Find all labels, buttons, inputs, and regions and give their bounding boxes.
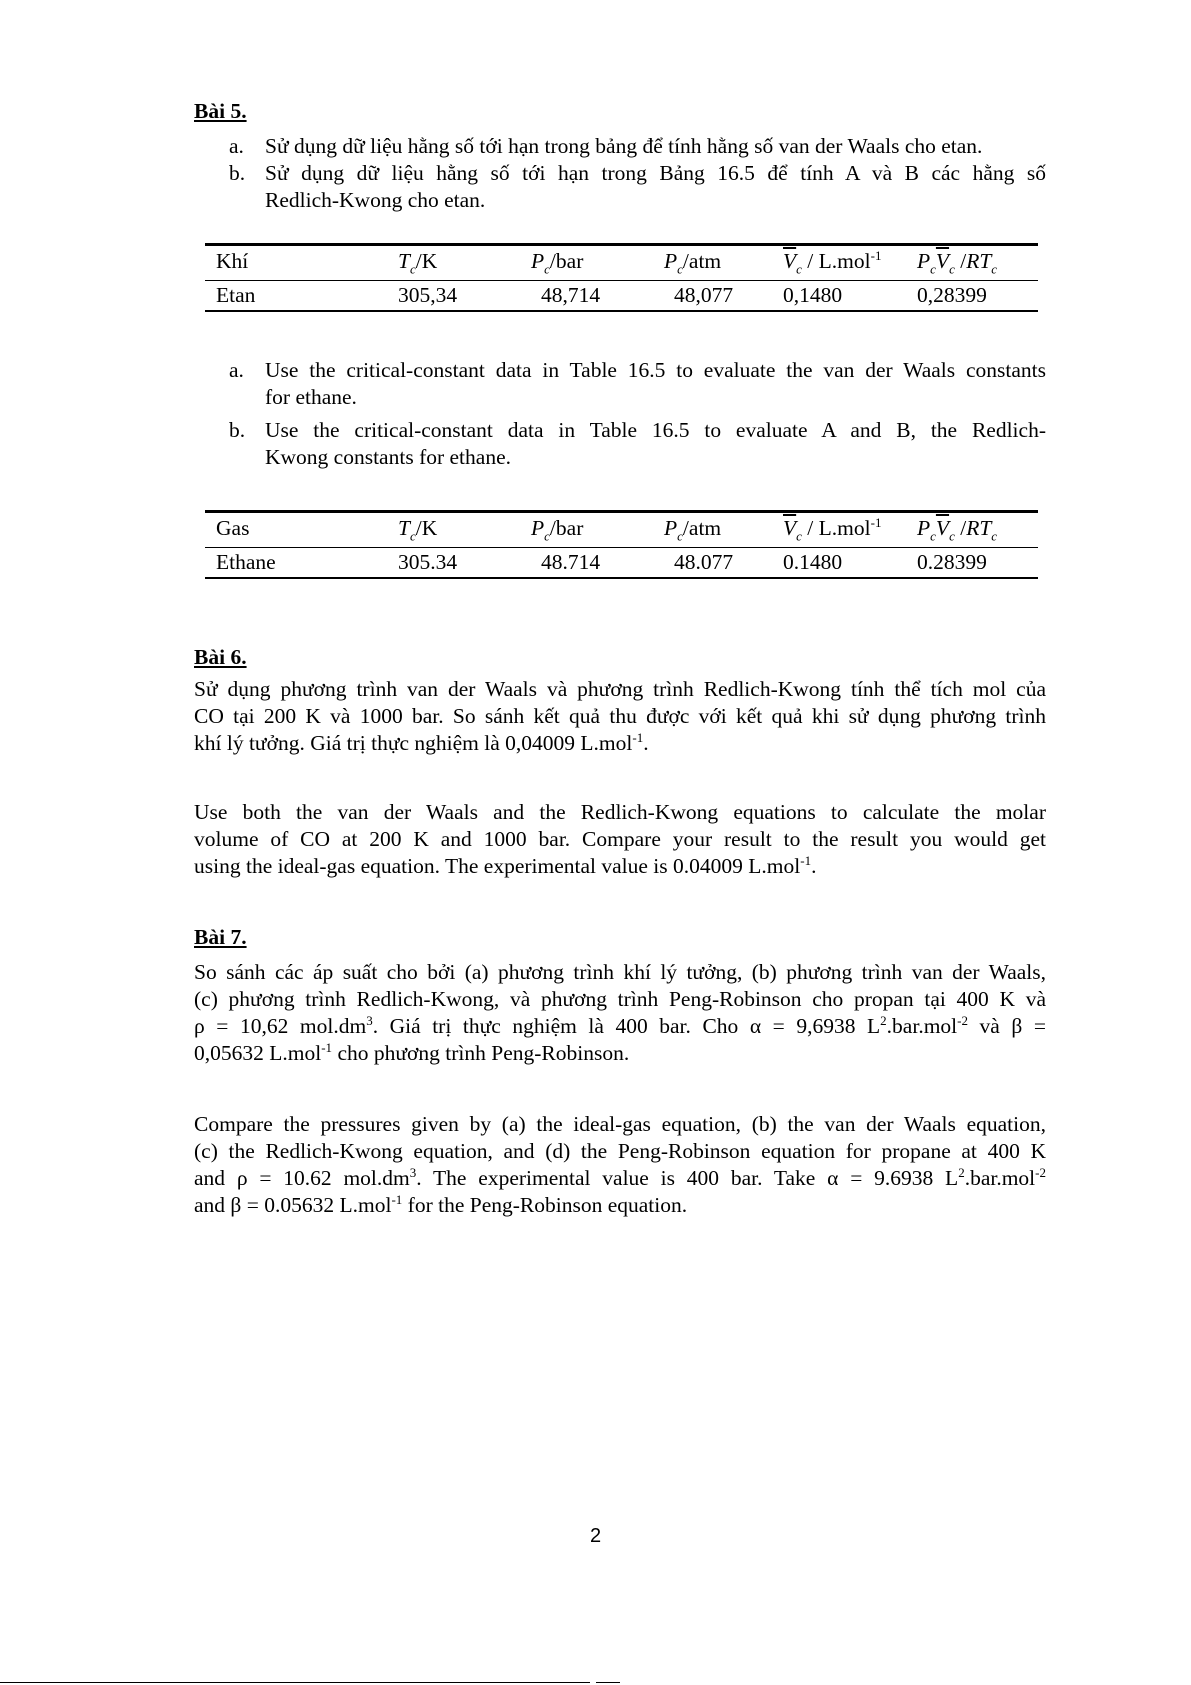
cell-pc-atm: 48,077 [674,283,734,307]
item-label: b. [229,161,246,185]
item-text-line2: for ethane. [265,385,357,409]
en-table-data-row [205,548,1038,576]
text-line: using the ideal-gas equation. The experimental value is 0.04009 L.mol$^{-1}$. [194,852,817,878]
cell-tc: 305,34 [398,283,458,307]
header-gas: Gas [216,516,250,540]
vi-table-header-row [205,247,1038,277]
header-tc: $T_c/K$ [398,249,438,277]
bai6-heading: Bài 6. [194,645,247,669]
bai5-vi-item-a [229,133,1046,160]
en-table-bottom-rule [205,577,1038,579]
bai6-vi-paragraph [194,676,1046,757]
footer-rule [0,1682,590,1683]
item-text-line1: Use the critical-constant data in Table 16.5 to evaluate the van der Waals constants [265,358,1046,382]
header-pc-bar: $P_c$/bar [531,249,584,277]
vi-table-bottom-rule [205,310,1038,312]
cell-gas: Etan [216,283,256,307]
page-number: 2 [589,1525,602,1547]
text-line: Compare the pressures given by (a) the ideal-gas equation, (b) the van der Waals equation, [194,1112,1046,1136]
header-vc: $\overline{V}_c / L.mol^{-1}$ [783,514,882,544]
header-vc: $\overline{V}_c / L.mol^{-1}$ [783,247,882,277]
text-line: Sử dụng phương trình van der Waals và phương trình Redlich-Kwong tính thể tích mol của [194,677,1046,701]
cell-compressibility: 0,28399 [917,283,987,307]
cell-vc: 0.1480 [783,550,843,574]
header-compressibility: $P_c\overline{V}_c$ $/RT_c$ [917,516,998,544]
bai5-vi-item-b [229,160,1046,214]
item-label: b. [229,418,246,442]
header-gas: Khí [216,249,249,273]
item-text-line1: Sử dụng dữ liệu hằng số tới hạn trong Bảng 16.5 để tính A và B các hằng số [265,161,1046,185]
cell-gas: Ethane [216,550,276,574]
footer-rule-fragment [596,1682,620,1683]
cell-pc-bar: 48,714 [541,283,601,307]
bai7-heading: Bài 7. [194,925,247,949]
bai7-vi-paragraph [194,959,1046,1067]
text-line: volume of CO at 200 K and 1000 bar. Compare your result to the result you would get [194,827,1046,851]
cell-compressibility: 0.28399 [917,550,987,574]
vi-table-data-row [205,281,1038,309]
cell-pc-atm: 48.077 [674,550,734,574]
bai5-en-item-b [229,417,1046,471]
text-line: 0,05632 L.mol$^{-1}$ cho phương trình Peng-Robinson. [194,1039,630,1065]
bai5-en-item-a [229,357,1046,411]
text-line: (c) the Redlich-Kwong equation, and (d) the Peng-Robinson equation for propane at 400 K [194,1139,1046,1163]
item-text-line2: Redlich-Kwong cho etan. [265,188,486,212]
text-line: So sánh các áp suất cho bởi (a) phương trình khí lý tưởng, (b) phương trình van der Waals, [194,960,1046,984]
item-text: Sử dụng dữ liệu hằng số tới hạn trong bảng để tính hằng số van der Waals cho etan. [265,134,983,158]
cell-tc: 305.34 [398,550,458,574]
bai6-en-paragraph [194,799,1046,880]
header-compressibility: $P_c\overline{V}_c$ $/RT_c$ [917,249,998,277]
text-line: CO tại 200 K và 1000 bar. So sánh kết quả thu được với kết quả khi sử dụng phương trình [194,704,1046,728]
cell-pc-bar: 48.714 [541,550,601,574]
text-line: and ρ = 10.62 $mol.dm^3$. The experimental value is 400 bar. Take α = 9.6938 $L^2.bar.mol^{-2}$ [194,1164,1046,1190]
header-pc-atm: $P_c$/atm [664,249,722,277]
text-line: khí lý tưởng. Giá trị thực nghiệm là 0,04009 L.mol$^{-1}$. [194,729,649,755]
item-label: a. [229,358,244,382]
text-line: ρ = 10,62 $mol.dm^3$. Giá trị thực nghiệm là 400 bar. Cho α = 9,6938 $L^2.bar.mol^{-2}$ và β = [194,1012,1047,1038]
en-table-top-rule [205,510,1038,513]
header-pc-bar: $P_c$/bar [531,516,584,544]
bai5-heading: Bài 5. [194,99,247,123]
item-text-line2: Kwong constants for ethane. [265,445,511,469]
text-line: and β = 0.05632 L.mol$^{-1}$ for the Peng-Robinson equation. [194,1191,688,1217]
header-pc-atm: $P_c$/atm [664,516,722,544]
header-tc: $T_c/K$ [398,516,438,544]
item-label: a. [229,134,244,158]
text-line: Use both the van der Waals and the Redlich-Kwong equations to calculate the molar [194,800,1046,824]
vi-table-top-rule [205,243,1038,246]
bai7-en-paragraph [194,1111,1046,1219]
cell-vc: 0,1480 [783,283,843,307]
item-text-line1: Use the critical-constant data in Table 16.5 to evaluate A and B, the Redlich- [265,418,1046,442]
text-line: (c) phương trình Redlich-Kwong, và phương trình Peng-Robinson cho propan tại 400 K và [194,987,1046,1011]
en-table-header-row [205,514,1038,544]
